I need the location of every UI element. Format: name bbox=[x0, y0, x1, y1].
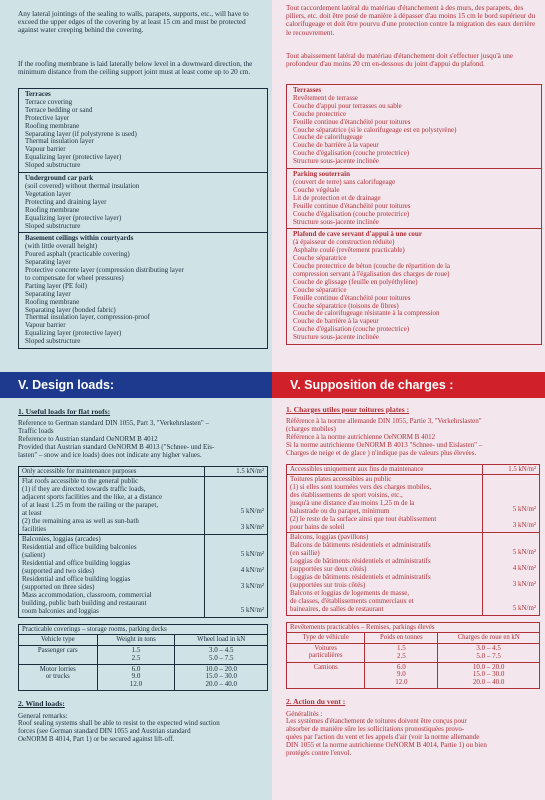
text-line: 15.0 – 30.0 bbox=[472, 670, 505, 679]
fr-carpark-section bbox=[287, 169, 541, 229]
text-line: lasten" – snow and ice loads) does not indicate any higher values. bbox=[18, 450, 202, 459]
en-wind-loads-title: 2. Wind loads: bbox=[18, 699, 65, 709]
text-line: Revêtement de terrasse bbox=[293, 93, 358, 102]
fr-useful-loads bbox=[286, 405, 540, 758]
text-line: Provided that Austrian standard OeNORM B 4013 ("Schnee- und Eis- bbox=[18, 442, 215, 451]
text-line: balustrade ou du parapet, minimum bbox=[290, 506, 390, 515]
text-line: Terrace covering bbox=[25, 97, 73, 106]
text-line: Sloped substructure bbox=[25, 337, 81, 346]
fr-t1-row2-label bbox=[287, 475, 483, 533]
text-line: 3.0 – 4.5 bbox=[208, 645, 234, 654]
text-line: pour bains de soleil bbox=[290, 522, 345, 531]
text-line: Basement ceilings within courtyards bbox=[25, 234, 134, 243]
fr-wind-loads-title: 2. Action du vent : bbox=[286, 697, 346, 707]
text-line: Couche séparatrice bbox=[293, 285, 347, 294]
text-line: 5.0 – 7.5 bbox=[208, 653, 234, 662]
fr-basement-section bbox=[287, 229, 541, 344]
text-line: (with little overall height) bbox=[25, 242, 98, 251]
text-line: des établissements de sport voisins, etc., bbox=[290, 490, 403, 499]
text-line: protégés contre l'envol. bbox=[286, 749, 352, 758]
fr-t1-row3-values: 5 kN/m² 4 kN/m² 3 kN/m² 5 kN/m² bbox=[483, 533, 540, 615]
text-line: de classes, d'établissements commerciaux et bbox=[290, 596, 414, 605]
text-line: Couche de glissage (feuille en polyéthylène) bbox=[293, 277, 418, 286]
text-line: Vapour barrier bbox=[25, 321, 66, 330]
text-line: Roofing membrane bbox=[25, 297, 80, 306]
fr-vehicle-load bbox=[438, 662, 540, 689]
text-line: Flat roofs accessible to the general public bbox=[22, 477, 139, 486]
text-line: Terrace bedding or sand bbox=[25, 105, 93, 114]
text-line: quées par l'action du vent et les appels d'air (voir la norme allemande bbox=[286, 733, 480, 742]
text-line: Lit de protection et de drainage bbox=[293, 193, 381, 202]
fr-intro-paragraph-1: Tout raccordement latéral du matériau d'étanchement à des murs, des parapets, des piliers, etc. doit être posé de manière à dépasser d'au moins 15 cm le bord supérieur du calorifugeage et doit être pourvu d'une protection contre la migration des eaux derrière le recouvrement. bbox=[286, 4, 536, 37]
text-line: Roofing membrane bbox=[25, 205, 80, 214]
text-line: 1.5 bbox=[131, 645, 141, 654]
fr-useful-loads-table bbox=[286, 464, 540, 616]
text-line: Couche séparatrice (si le calorifugeage est en polystyrène) bbox=[293, 125, 457, 134]
fr-terraces-section bbox=[287, 85, 541, 169]
text-line: baineaires, de salles de restaurant bbox=[290, 604, 384, 613]
text-line: Protective layer bbox=[25, 113, 70, 122]
text-line: Toitures plates accessibles au public bbox=[290, 475, 392, 484]
fr-intro-paragraph-2: Tout abaissement latéral du matériau d'étanchement doit s'effectuer jusqu'à une profondeur d'au moins 20 cm en-dessous du joint d'appui du plafond. bbox=[286, 52, 513, 69]
en-t1-row1-label: Only accessible for maintenance purposes bbox=[19, 466, 205, 477]
fr-useful-loads-text bbox=[286, 418, 540, 458]
en-vehicle-type: Motor lorries or trucks bbox=[19, 664, 98, 691]
text-line: Equalizing layer (protective layer) bbox=[25, 213, 122, 222]
text-line: adjacent sports facilities and the like, at a distance bbox=[22, 492, 163, 501]
text-line: 20.0 – 40.0 bbox=[205, 680, 237, 689]
en-vehicle-weight bbox=[97, 645, 175, 664]
text-line: (charges mobiles) bbox=[286, 424, 336, 433]
text-line: 9.0 bbox=[131, 672, 141, 681]
en-vehicle-head-type: Vehicle type bbox=[19, 635, 98, 646]
text-line: 2.5 bbox=[396, 651, 406, 660]
fr-section-band: V. Supposition de charges : bbox=[272, 372, 545, 398]
fr-t1-row1-value: 1.5 kN/m² bbox=[483, 464, 540, 475]
text-line: (2) le reste de la surface ainsi que tout établissement bbox=[290, 514, 437, 523]
fr-vehicle-table bbox=[286, 622, 540, 690]
text-line: Residential and office building loggias bbox=[22, 575, 131, 583]
text-line: Traffic loads bbox=[18, 426, 54, 435]
text-line: Separating layer (if polystyrene is used) bbox=[25, 129, 137, 138]
text-line: absorber de manière sûre les sollicitations pronostiquées provo- bbox=[286, 725, 465, 734]
text-line: Sloped substructure bbox=[25, 221, 81, 230]
en-vehicle-table-title: Practicable coverings – storage rooms, parking decks bbox=[19, 624, 268, 635]
text-line: 3.0 – 4.5 bbox=[476, 643, 501, 652]
en-carpark-section bbox=[19, 173, 267, 233]
text-line: 15.0 – 30.0 bbox=[205, 672, 237, 681]
en-useful-loads bbox=[18, 407, 268, 744]
fr-wind-loads-text bbox=[286, 718, 540, 758]
text-line: 12.0 bbox=[129, 680, 143, 689]
fr-vehicle-head-weight: Poids en tonnes bbox=[365, 633, 438, 644]
text-line: Couche d'appui pour terrasses ou sable bbox=[293, 101, 402, 110]
text-line: building, public bath building and restaurant bbox=[22, 598, 147, 607]
en-useful-loads-text bbox=[18, 420, 268, 460]
text-line: 9.0 bbox=[396, 670, 406, 679]
text-line: Structure sous-jacente inclinée bbox=[293, 217, 379, 226]
fr-vehicle-type: Voitures particulières bbox=[287, 643, 365, 662]
text-line: Couche de barrière à la vapeur bbox=[293, 141, 379, 150]
text-line: 6.0 bbox=[396, 662, 406, 671]
text-line: Underground car park bbox=[25, 174, 94, 183]
en-terraces-section bbox=[19, 89, 267, 173]
text-line: 10.0 – 20.0 bbox=[205, 664, 237, 673]
text-line: Equalizing layer (protective layer) bbox=[25, 153, 122, 162]
text-line: Loggias de bâtiments résidentiels et administratifs bbox=[290, 557, 431, 566]
text-line: Residential and office building balconies bbox=[22, 543, 137, 552]
fr-wind-loads-sub: Généralités : bbox=[286, 710, 323, 719]
en-wind-loads-text bbox=[18, 720, 268, 744]
text-line: Couche d'égalisation (couche protectrice) bbox=[293, 209, 410, 218]
text-line: 1.5 bbox=[396, 643, 406, 652]
text-line: (supported on three sides) bbox=[22, 582, 95, 591]
en-vehicle-head-load: Wheel load in kN bbox=[175, 635, 268, 646]
text-line: Parting layer (PE foil) bbox=[25, 281, 88, 290]
en-vehicle-type: Passenger cars bbox=[19, 645, 98, 664]
text-line: Couche protectrice bbox=[293, 109, 347, 118]
text-line: facilities bbox=[22, 524, 47, 533]
fr-vehicle-weight bbox=[365, 662, 438, 689]
text-line: Reference to German standard DIN 1055, Part 3, "Verkehrslasten" – bbox=[18, 419, 209, 427]
text-line: Structure sous-jacente inclinée bbox=[293, 333, 379, 342]
text-line: (supportées sur deux côtés) bbox=[290, 565, 367, 574]
text-line: Couche d'égalisation (couche protectrice) bbox=[293, 149, 410, 158]
en-basement-section bbox=[19, 233, 267, 348]
text-line: (soil covered) without thermal insulation bbox=[25, 181, 140, 190]
text-line: Vapour barrier bbox=[25, 145, 66, 154]
text-line: 6.0 bbox=[131, 664, 141, 673]
text-line: Separating layer bbox=[25, 258, 71, 267]
en-t1-row2-label bbox=[19, 477, 205, 535]
en-vehicle-load bbox=[175, 645, 268, 664]
text-line: Charges de neige et de glace ) n'indique pas de valeurs plus élevées. bbox=[286, 448, 477, 457]
en-section-band: V. Design loads: bbox=[0, 372, 272, 398]
text-line: Couche de calorifugeage résistante à la compression bbox=[293, 309, 440, 318]
fr-t1-row3-label bbox=[287, 533, 483, 615]
text-line: Référence à la norme allemande DIN 1055, Partie 3, "Verkehrslasten" bbox=[286, 417, 482, 425]
text-line: Couche séparatrice (toisons de fibres) bbox=[293, 301, 399, 310]
text-line: (couvert de terre) sans calorifugeage bbox=[293, 177, 396, 186]
text-line: room balconies and loggias bbox=[22, 606, 99, 615]
text-line: Residential and office building loggias bbox=[22, 559, 131, 568]
text-line: Separating layer (bonded fabric) bbox=[25, 305, 116, 314]
text-line: Si la norme autrichienne OeNORM B 4013 "Schnee- und Eislasten" – bbox=[286, 440, 483, 449]
en-vehicle-head-weight: Weight in tons bbox=[97, 635, 175, 646]
text-line: Separating layer bbox=[25, 289, 71, 298]
text-line: Couche végétale bbox=[293, 185, 340, 194]
text-line: Couche de calorifugeage bbox=[293, 133, 363, 142]
fr-vehicle-head-type: Type de véhicule bbox=[287, 633, 365, 644]
text-line: OeNORM B 4014, Part 1) or be secured against lift-off. bbox=[18, 735, 175, 744]
text-line: Balconies, loggias (arcades) bbox=[22, 535, 101, 544]
en-t1-row2-values: 5 kN/m² 3 kN/m² bbox=[205, 477, 268, 535]
en-vehicle-table bbox=[18, 624, 268, 692]
fr-vehicle-head-load: Charges de roue en kN bbox=[438, 633, 540, 644]
text-line: 2.5 bbox=[131, 653, 141, 662]
text-line: Feuille continue d'étanchéité pour toitures bbox=[293, 201, 411, 210]
en-intro-paragraph-2: If the roofing membrane is laid laterally below level in a downward direction, the minimum distance from the ceiling support joint must at least come up to 20 cm. bbox=[18, 60, 253, 77]
text-line: Couche de barrière à la vapeur bbox=[293, 317, 379, 326]
text-line: jusqu'à une distance d'au moins 1,25 m de la bbox=[290, 498, 415, 507]
fr-vehicle-load bbox=[438, 643, 540, 662]
text-line: (1) si elles sont tournées vers des charges mobiles, bbox=[290, 483, 432, 492]
text-line: compression servant à l'égalisation des charges de roue) bbox=[293, 269, 450, 278]
text-line: Balcons de bâtiments résidentiels et administratifs bbox=[290, 541, 431, 550]
text-line: (1) if they are directed towards traffic loads, bbox=[22, 485, 146, 494]
text-line: Plafond de cave servant d'appui à une cour bbox=[293, 230, 422, 239]
text-line: Feuille continue d'étanchéité pour toitures bbox=[293, 117, 411, 126]
text-line: Structure sous-jacente inclinée bbox=[293, 157, 379, 166]
french-column bbox=[272, 0, 545, 800]
en-t1-row3-label bbox=[19, 535, 205, 617]
text-line: Reference to Austrian standard OeNORM B 4012 bbox=[18, 434, 158, 443]
text-line: DIN 1055 et la norme autrichienne OeNORM B 4014, Partie 1) ou bien bbox=[286, 741, 487, 750]
text-line: Parking souterrain bbox=[293, 170, 350, 179]
text-line: Vegetation layer bbox=[25, 189, 71, 198]
text-line: Référence à la norme autrichienne OeNORM B 4012 bbox=[286, 432, 436, 441]
text-line: Terrasses bbox=[293, 86, 322, 94]
text-line: Thermal insulation layer, compression-proof bbox=[25, 313, 150, 322]
fr-vehicle-weight bbox=[365, 643, 438, 662]
text-line: (à épaisseur de construction réduite) bbox=[293, 238, 395, 247]
text-line: Poured asphalt (practicable covering) bbox=[25, 250, 130, 259]
en-useful-loads-title: 1. Useful loads for flat roofs: bbox=[18, 407, 111, 416]
en-vehicle-load bbox=[175, 664, 268, 691]
text-line: forces (see German standard DIN 1055 and Austrian standard bbox=[18, 727, 191, 736]
text-line: Mass accommodation, classroom, commercial bbox=[22, 590, 152, 599]
en-intro-paragraph-1: Any lateral jointings of the sealing to walls, parapets, supports, etc., will have to exceed the upper edges of the covering by at least 15 cm and must be protected against water creeping behind the covering. bbox=[18, 10, 249, 35]
text-line: Protective concrete layer (compression distributing layer bbox=[25, 266, 184, 275]
en-t1-row3-values: 5 kN/m² 4 kN/m² 3 kN/m² 5 kN/m² bbox=[205, 535, 268, 617]
fr-t1-row1-label: Accessibles uniquement aux fins de maintenance bbox=[287, 464, 483, 475]
text-line: Terraces bbox=[25, 90, 51, 98]
text-line: 20.0 – 40.0 bbox=[472, 678, 505, 687]
en-t1-row1-value: 1.5 kN/m² bbox=[205, 466, 268, 477]
text-line: Balcons et loggias de logements de masse, bbox=[290, 588, 410, 597]
text-line: Loggias de bâtiments résidentiels et administratifs bbox=[290, 573, 431, 581]
en-wind-loads-sub: General remarks: bbox=[18, 712, 68, 721]
text-line: (en saillie) bbox=[290, 549, 320, 558]
text-line: Feuille continue d'étanchéité pour toitures bbox=[293, 293, 411, 302]
fr-layer-box bbox=[286, 84, 542, 345]
fr-t1-row2-values: 5 kN/m² 3 kN/m² bbox=[483, 475, 540, 533]
text-line: Couche protectrice de béton (couche de répartition de la bbox=[293, 262, 451, 271]
text-line: 10.0 – 20.0 bbox=[472, 662, 505, 671]
text-line: Balcons, loggias (pavillons) bbox=[290, 533, 369, 542]
text-line: Roof sealing systems shall be able to resist to the expected wind suction bbox=[18, 719, 220, 728]
text-line: (supported and two sides) bbox=[22, 567, 95, 576]
text-line: Les systèmes d'étanchement de toitures doivent être conçus pour bbox=[286, 717, 467, 726]
text-line: Asphalte coulé (revêtement practicable) bbox=[293, 246, 405, 255]
text-line: to compensate for wheel pressures) bbox=[25, 273, 124, 282]
en-layer-box bbox=[18, 88, 268, 349]
fr-vehicle-type: Camions bbox=[287, 662, 365, 689]
text-line: (2) the remaining area as well as sun-bath bbox=[22, 516, 139, 525]
en-vehicle-weight bbox=[97, 664, 175, 691]
text-line: 12.0 bbox=[395, 678, 408, 687]
text-line: of at least 1.25 m from the railing or the parapet, bbox=[22, 500, 159, 509]
text-line: Roofing membrane bbox=[25, 121, 80, 130]
text-line: Couche séparatrice bbox=[293, 254, 347, 263]
text-line: Thermal insulation layer bbox=[25, 137, 94, 146]
text-line: (supportées sur trois côtés) bbox=[290, 580, 366, 589]
text-line: 5.0 – 7.5 bbox=[476, 651, 501, 660]
text-line: (salient) bbox=[22, 551, 45, 560]
fr-vehicle-table-title: Revêtements practicables – Remises, parkings élevés bbox=[287, 622, 540, 633]
text-line: at least bbox=[22, 508, 42, 517]
text-line: Couche d'égalisation (couche protectrice) bbox=[293, 325, 410, 334]
text-line: Equalizing layer (protective layer) bbox=[25, 329, 122, 338]
text-line: Protecting and draining layer bbox=[25, 197, 107, 206]
fr-useful-loads-title: 1. Charges utiles pour toitures plates : bbox=[286, 405, 410, 414]
en-useful-loads-table bbox=[18, 466, 268, 618]
english-column bbox=[0, 0, 272, 800]
text-line: Sloped substructure bbox=[25, 161, 81, 170]
